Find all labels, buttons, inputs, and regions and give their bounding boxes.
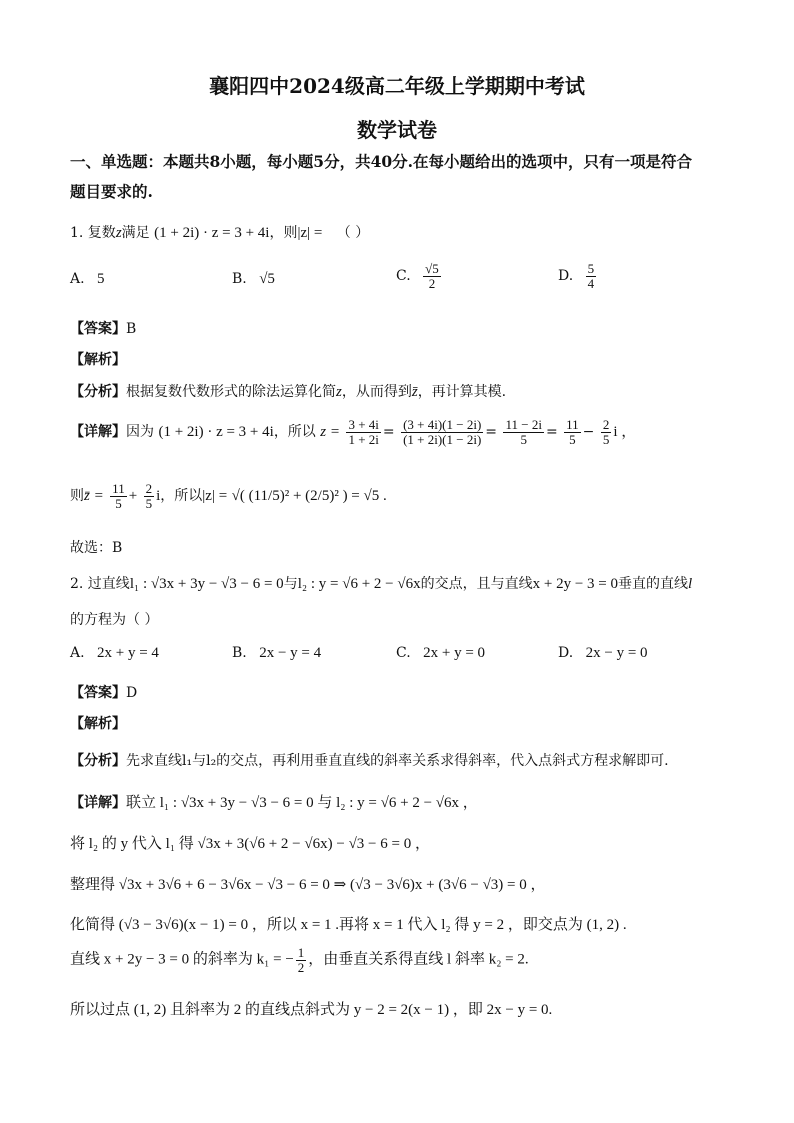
q1-stem-equation: (1 + 2i) · z = 3 + 4i [154,225,270,241]
fenxi-text: 根据复数代数形式的除法运算化简 [126,384,336,400]
q2-fenxi [70,750,669,770]
detail-fraction-4 [564,418,581,446]
answer-tag: 【答案】 [70,685,126,701]
q2-stem-l2: l₂ : y = √6 + 2 − √6x [297,576,421,592]
option-label: A. [70,645,85,661]
answer-tag: 【答案】 [70,321,126,337]
option-value: 2x − y = 0 [585,645,648,661]
fraction-numerator: 2 [145,481,153,496]
page-subtitle: 数学试卷 [357,118,437,142]
then-plus: + [128,488,138,505]
fenxi-tag: 【分析】 [70,753,126,769]
detail-fraction-3 [503,418,543,446]
detail-fraction-1 [346,418,380,446]
option-label: D. [558,268,574,285]
q1-stem-paren: （ ） [336,225,370,241]
option-label: D. [558,645,574,661]
q2-stem-prefix: 2. 过直线 [70,576,130,592]
option-value: 2x + y = 0 [423,645,486,661]
fraction-denominator: 2 [428,275,436,291]
then-zbar: z̄ = [84,488,104,505]
detail-z: z = [320,424,340,441]
fraction-numerator: (3 + 4i)(1 − 2i) [403,417,482,432]
fraction-numerator: 5 [587,261,595,276]
answer-value: B [126,321,137,337]
q1-then [70,482,387,510]
q1-stem [70,222,369,242]
detail-tail: i ， [613,424,637,441]
q2-stem-line: x + 2y − 3 = 0 [532,576,618,592]
q2-stem-l1: l₁ : √3x + 3y − √3 − 6 = 0 [129,576,284,592]
q2-step-2: 整理得 √3x + 3√6 + 6 − 3√6x − √3 − 6 = 0 ⇒ (√3 − 3√6)x + (3√6 − √3) = 0 ， [70,877,546,893]
then-sqrt: √( (11/5)² + (2/5)² ) = √5 . [231,488,387,505]
fenxi-zbar: z̄ [411,384,418,400]
q1-stem-mid: 满足 [121,225,150,241]
fraction-denominator: 5 [602,431,610,447]
fraction-denominator: 1 + 2i [348,431,379,447]
fraction-numerator: 2 [602,417,610,432]
fraction-denominator: (1 + 2i)(1 − 2i) [403,431,482,447]
option-value: 2x − y = 4 [259,645,322,661]
page-title: 襄阳四中2024级高二年级上学期期中考试 [209,74,585,98]
fraction-numerator: 11 [112,481,125,496]
q2-step-5: 所以过点 (1, 2) 且斜率为 2 的直线点斜式为 y − 2 = 2(x − 1) ，即 2x − y = 0. [70,1002,553,1018]
q1-option-c [396,262,443,290]
detail-equation: (1 + 2i) · z = 3 + 4i [158,424,274,441]
q2-option-a [70,645,159,662]
fraction-numerator: 3 + 4i [348,417,379,432]
detail-fraction-2 [401,418,483,446]
section-heading-line2: 题目要求的. [70,182,153,201]
q2-analysis-tag [70,713,126,733]
step4-prefix: 直线 x + 2y − 3 = 0 的斜率为 k₁ = − [70,951,294,968]
detail-tag: 【详解】 [70,424,126,441]
fraction-denominator: 5 [520,431,527,447]
q1-choose: 故选：B [70,540,123,556]
option-fraction [423,262,441,290]
q2-stem-l: l [688,576,693,592]
then-prefix: 则 [70,488,84,505]
fenxi-text2: ，从而得到 [341,384,412,400]
option-label: A. [70,271,85,287]
q2-stem-mid: 的交点，且与直线 [420,576,533,592]
q1-detail: 【详解】因为 (1 + 2i) · z = 3 + 4i，所以 z = $\frac{3 + 4i}{1 + 2i}$ = $\frac{(3 + 4i)(1 - 2i)}{(1 + 2i)(1 - 2i)}$ = $\frac{11 - 2i}{5}$ = $\frac{11}{5}$ − $\frac{2}{5}$ i ， [70,417,637,447]
q2-detail [70,791,478,812]
fraction-numerator: √5 [425,261,439,276]
q1-stem-prefix: 1. 复数 [70,225,116,241]
q2-stem-perp: 垂直的直线 [618,576,688,592]
q1-option-d [558,262,598,290]
q2-option-b [232,645,321,662]
answer-value: D [126,685,138,701]
detail-fraction-5 [601,418,612,446]
q1-stem-z: z [115,225,122,241]
step4-suffix: ，由垂直关系得直线 l 斜率 k₂ = 2. [308,951,529,968]
fraction-denominator: 5 [569,431,576,447]
then-so: ，所以 [160,488,203,505]
q2-stem-with: 与 [283,576,298,592]
q2-step-1: 将 l₂ 的 y 代入 l₁ 得 √3x + 3(√6 + 2 − √6x) − √3 − 6 = 0 ， [70,836,430,852]
q1-stem-abs: |z| = [297,225,323,241]
fenxi-text: 先求直线l₁与l₂的交点，再利用垂直直线的斜率关系求得斜率，代入点斜式方程求解即可. [126,753,669,769]
fenxi-z: z [336,384,342,400]
option-value: 2x + y = 4 [97,645,159,661]
option-fraction [586,262,597,290]
option-label: C. [396,645,411,661]
option-value: √5 [259,271,275,287]
fraction-denominator: 2 [297,959,305,975]
fenxi-text3: ，再计算其模. [417,384,507,400]
option-label: B. [232,645,247,661]
q1-answer [70,318,136,338]
then-i: i [156,488,161,505]
fraction-numerator: 1 [297,945,305,960]
option-label: B. [232,271,247,287]
q2-step-3: 化简得 (√3 − 3√6)(x − 1) = 0 ，所以 x = 1 .再将 x = 1 代入 l₂ 得 y = 2 ，即交点为 (1, 2) . [70,917,627,933]
fenxi-tag: 【分析】 [70,384,126,400]
detail-because: 因为 [126,424,154,441]
q1-option-b [232,271,275,288]
option-label: C. [396,268,411,285]
detail-so: ，所以 [273,424,316,441]
fraction-numerator: 11 − 2i [505,417,542,432]
fraction-denominator: 5 [145,495,153,511]
fraction-denominator: 4 [587,275,595,291]
detail-tag: 【详解】 [70,795,126,811]
q1-fenxi [70,381,506,401]
fraction-numerator: 11 [566,417,579,432]
option-value: 5 [97,271,105,287]
analysis-tag: 【解析】 [70,716,126,732]
q2-option-d [558,645,648,662]
analysis-tag: 【解析】 [70,352,126,368]
q2-option-c [396,645,485,662]
q2-answer [70,682,137,702]
q1-option-a [70,271,105,288]
q2-step-4 [70,946,529,974]
q1-stem-then: ，则 [269,225,298,241]
section-heading-line1: 一、单选题：本题共8小题，每小题5分，共40分.在每小题给出的选项中，只有一项是符合 [70,152,693,171]
then-abs: |z| = [202,488,228,505]
detail-text: 联立 l₁ : √3x + 3y − √3 − 6 = 0 与 l₂ : y = √6 + 2 − √6x ， [126,795,478,811]
q1-analysis-tag [70,349,126,369]
then-fraction-2 [144,482,155,510]
q2-stem [70,573,692,593]
fraction-denominator: 5 [115,495,122,511]
q2-stem-line2: 的方程为（ ） [70,612,159,628]
then-fraction-1 [110,482,127,510]
step4-fraction [296,946,307,974]
